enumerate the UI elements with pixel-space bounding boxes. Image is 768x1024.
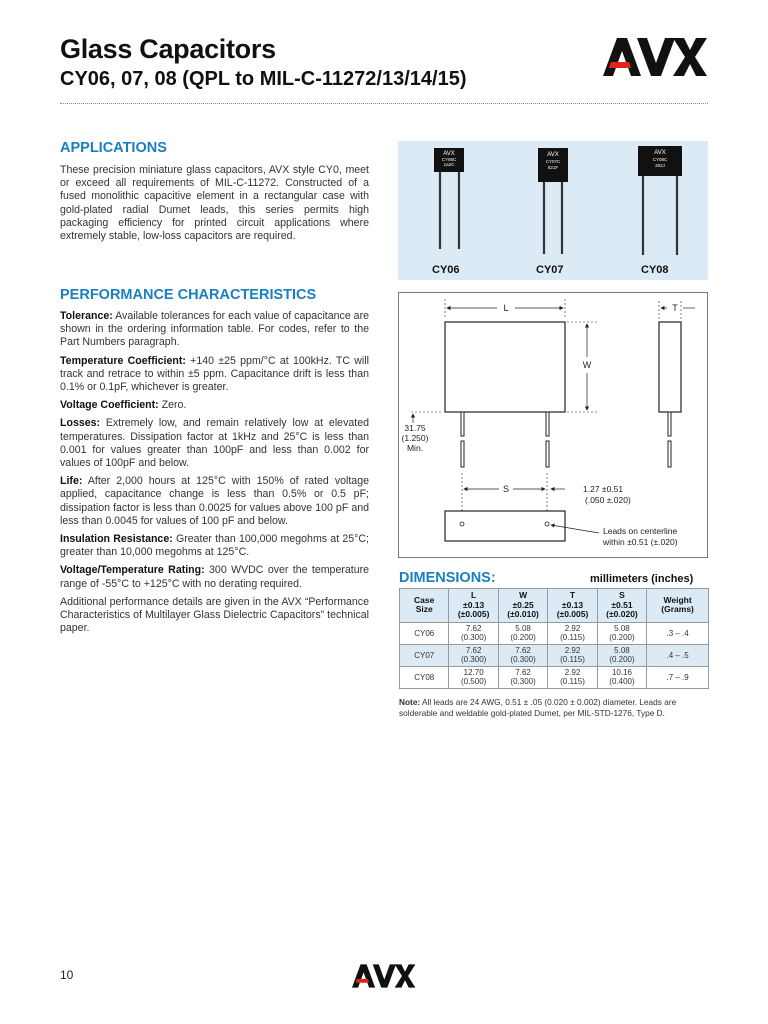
cy06-label: CY06 xyxy=(432,264,460,276)
cy08-marking-3: 202J xyxy=(655,163,665,168)
cy08-marking-2: CY08C xyxy=(652,157,668,162)
footer-avx-logo xyxy=(352,964,416,988)
col-l: L ±0.13 (±0.005) xyxy=(449,589,498,623)
cy07-marking-2: CY07C xyxy=(545,159,561,164)
perf-additional-details: Additional performance details are given in the AVX “Performance Characteristics of Multilayer Glass Dielectric Capacitors” technical paper. xyxy=(60,595,369,635)
col-w: W ±0.25 (±0.010) xyxy=(498,589,547,623)
cy08-capacitor-image xyxy=(638,146,682,255)
perf-tolerance: Tolerance: Available tolerances for each value of capacitance are shown in the ordering information table. For codes, refer to the Part Numbers paragraph. xyxy=(60,310,369,349)
perf-insulation-resistance: Insulation Resistance: Greater than 100,000 megohms at 25°C; greater than 10,000 megohms at 125°C. xyxy=(60,533,369,559)
dimensions-table xyxy=(399,588,709,689)
page-title: Glass Capacitors xyxy=(60,34,276,64)
dim-label-w: W xyxy=(582,360,592,370)
dim-label-l: L xyxy=(503,303,509,313)
table-row: CY08 12.70 (0.500) 7.62 (0.300) 2.92 (0.115) 10.16 (0.400) .7 – .9 xyxy=(400,666,709,688)
table-row: CY06 7.62 (0.300) 5.08 (0.200) 2.92 (0.115) 5.08 (0.200) .3 – .4 xyxy=(400,622,709,644)
perf-losses: Losses: Extremely low, and remain relatively low at elevated temperatures. Dissipation factor at 1kHz and 25°C is less than 0.001 for values greater than 100pF and less than 0.002 for values of 100pF and below. xyxy=(60,417,369,470)
page-number: 10 xyxy=(60,968,74,982)
side-view-body xyxy=(659,322,681,412)
centerline-note-1: Leads on centerline xyxy=(603,526,678,536)
perf-temperature-coefficient: Temperature Coefficient: +140 ±25 ppm/°C at 100kHz. TC will track and retrace to within ±5 ppm. Capacitance drift is less than 0.1% or 0.1pF, whichever is greater. xyxy=(60,354,369,394)
col-s: S ±0.51 (±0.020) xyxy=(597,589,646,623)
dim-label-t: T xyxy=(672,303,678,313)
cy06-marking-2: CY06C xyxy=(441,157,457,162)
lead-length-value: 31.75 xyxy=(404,423,426,433)
front-view-body xyxy=(445,322,565,412)
cy08-label: CY08 xyxy=(641,264,669,276)
centerline-note-2: within ±0.51 (±.020) xyxy=(603,537,678,547)
cy07-marking-3: 821F xyxy=(547,165,559,170)
perf-voltage-coefficient: Voltage Coefficient: Zero. xyxy=(60,399,187,412)
dimensions-heading: DIMENSIONS: xyxy=(399,570,496,586)
page-subtitle: CY06, 07, 08 (QPL to MIL-C-11272/13/14/15) xyxy=(60,68,467,90)
cy06-marking-1: AVX xyxy=(443,151,455,157)
col-t: T ±0.13 (±0.005) xyxy=(548,589,597,623)
dim-label-s: S xyxy=(502,484,510,494)
performance-heading: PERFORMANCE CHARACTERISTICS xyxy=(60,287,317,303)
table-header-row xyxy=(400,589,709,623)
table-row: CY07 7.62 (0.300) 7.62 (0.300) 2.92 (0.115) 5.08 (0.200) .4 – .5 xyxy=(400,644,709,666)
dimensions-note: Note: All leads are 24 AWG, 0.51 ± .05 (0.020 ± 0.002) diameter. Leads are solderable and weldable gold-plated Dumet, per MIL-STD-1276, Type D. xyxy=(399,697,677,718)
cy07-marking-1: AVX xyxy=(547,152,559,158)
cy08-marking-1: AVX xyxy=(654,150,666,156)
applications-text: These precision miniature glass capacitors, AVX style CY0, meet or exceed all requirements of MIL-C-11272. Constructed of a fused monolithic capacitive element in a rectangular case with gold-plated radial Dumet leads, this series permits high packaging efficiency for printed circuit applications where extremely stable, low-loss capacitors are required. xyxy=(60,164,369,243)
col-weight: Weight (Grams) xyxy=(647,589,709,623)
dimensions-units: millimeters (inches) xyxy=(590,573,694,585)
col-case-size: Case Size xyxy=(400,589,449,623)
cy06-capacitor-image xyxy=(434,148,464,249)
cy06-marking-3: 1a2C xyxy=(443,162,455,167)
perf-life: Life: After 2,000 hours at 125°C with 150% of rated voltage applied, capacitance change is less than 0.5% or 0.5 pF; dissipation factor is less than 0.0025 for values above 100 pF and less than 0.0045 for values of 100 pF and below. xyxy=(60,475,369,527)
lead-length-inches: (1.250) xyxy=(401,433,429,443)
cy07-label: CY07 xyxy=(536,264,564,276)
perf-voltage-temperature-rating: Voltage/Temperature Rating: 300 WVDC over the temperature range of -55°C to +125°C with no derating required. xyxy=(60,564,370,590)
capacitor-photo-panel xyxy=(398,141,708,280)
cy07-capacitor-image xyxy=(538,148,568,254)
lead-pitch-inches: (.050 ±.020) xyxy=(585,495,631,505)
header-divider xyxy=(60,103,708,104)
performance-section xyxy=(60,310,369,640)
applications-heading: APPLICATIONS xyxy=(60,140,167,156)
lead-length-min: Min. xyxy=(406,443,424,453)
dimension-diagram xyxy=(398,292,708,558)
avx-logo xyxy=(603,38,708,76)
lead-pitch-value: 1.27 ±0.51 xyxy=(583,484,624,494)
